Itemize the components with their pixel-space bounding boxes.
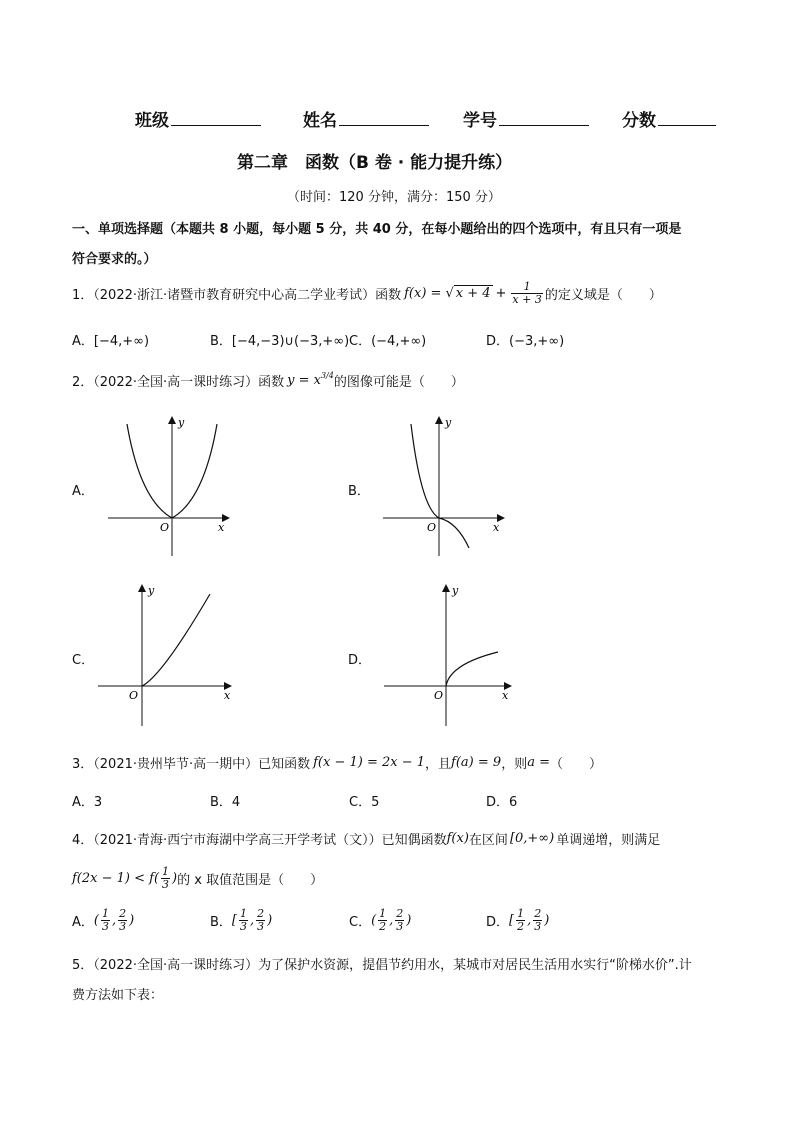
x-label: x <box>493 521 500 534</box>
left-bracket: [ <box>509 913 515 928</box>
q2-prefix: 2．（2022·全国·高一课时练习）函数 <box>72 375 285 390</box>
q2-option-d[interactable]: D． <box>348 653 372 668</box>
question-5-line2: 费方法如下表： <box>72 988 164 1003</box>
right-bracket: ) <box>406 913 412 928</box>
q4-line2-den: 3 <box>162 878 170 891</box>
x-label: x <box>224 689 231 702</box>
q4-line2-b: ) <box>172 871 178 886</box>
frac-a <box>378 908 387 933</box>
num: 2 <box>257 907 265 920</box>
q1-sqrt: x + 4 <box>455 286 491 301</box>
score-label: 分数 <box>622 111 656 131</box>
q2-option-a[interactable]: A． <box>72 484 94 499</box>
den: 3 <box>240 920 247 933</box>
option-label: B． <box>210 915 232 930</box>
q4-option-c[interactable]: C． ( $\frac{1}{2}$ , $\frac{2}{3}$ ) <box>349 907 412 933</box>
class-blank <box>171 109 261 126</box>
graph-d <box>378 580 518 730</box>
page-title: 第二章 函数（B 卷 · 能力提升练） <box>237 153 513 173</box>
num: 1 <box>379 907 387 920</box>
q4-suffix: 单调递增，则满足 <box>556 833 661 848</box>
den: 3 <box>396 920 404 933</box>
question-4-line2 <box>72 866 323 891</box>
q4-prefix: 4．（2021·青海·西宁市海湖中学高三开学考试（文））已知偶函数 <box>72 833 447 848</box>
header-score <box>622 106 716 131</box>
left-bracket: ( <box>371 913 377 928</box>
q2-option-b[interactable]: B． <box>348 484 370 499</box>
section-heading: 一、单项选择题（本题共 8 小题，每小题 5 分，共 40 分，在每小题给出的四个选项中，有且只有一项是 <box>72 222 682 237</box>
q3-ask: a = <box>527 755 550 770</box>
name-label: 姓名 <box>303 111 337 131</box>
frac-b <box>256 908 265 933</box>
class-label: 班级 <box>135 111 169 131</box>
q1-frac-num: 1 <box>511 281 542 294</box>
y-label: y <box>148 584 155 597</box>
frac-b <box>533 908 542 933</box>
q4-mid: 在区间 <box>468 833 508 848</box>
right-bracket: ) <box>267 913 273 928</box>
origin-label: O <box>434 689 444 702</box>
q2-suffix: 的图像可能是（ ） <box>333 375 464 390</box>
origin-label: O <box>129 689 139 702</box>
q4-line2-frac <box>161 866 170 891</box>
header-class <box>135 106 261 131</box>
num: 1 <box>240 907 247 920</box>
curve <box>411 424 469 548</box>
header-name <box>303 106 429 131</box>
q3-mid: ，且 <box>425 757 452 772</box>
q1-suffix: 的定义域是（ ） <box>544 288 662 303</box>
graph-c <box>92 580 242 730</box>
q2-exp: 3/4 <box>320 371 334 380</box>
q4-interval: [0,+∞) <box>509 831 555 846</box>
frac-a <box>516 908 525 933</box>
id-label: 学号 <box>463 111 497 131</box>
question-2 <box>72 371 464 390</box>
q4-option-a[interactable]: A． ( $\frac{1}{3}$ , $\frac{2}{3}$ ) <box>72 907 135 933</box>
option-label: D． <box>486 915 510 930</box>
q4-func: f(x) <box>446 831 469 846</box>
q3-cond: f(a) = 9 <box>451 755 502 770</box>
den: 3 <box>534 920 542 933</box>
frac-a <box>101 908 110 933</box>
q2-option-c[interactable]: C． <box>72 653 95 668</box>
y-label: y <box>178 416 185 429</box>
curve <box>446 652 498 686</box>
q4-line2-suffix: 的 x 取值范围是（ ） <box>177 873 324 888</box>
den: 2 <box>379 920 387 933</box>
q4-line2-a: f(2x − 1) < f( <box>72 871 160 886</box>
right-bracket: ) <box>544 913 550 928</box>
x-label: x <box>502 689 509 702</box>
question-3 <box>72 753 602 772</box>
q1-option-c[interactable]: C．(−4,+∞) <box>349 334 427 349</box>
origin-label: O <box>160 521 170 534</box>
q3-func: f(x − 1) = 2x − 1 <box>313 755 426 770</box>
frac-b <box>395 908 404 933</box>
page-subtitle: （时间：120 分钟，满分：150 分） <box>287 190 501 205</box>
option-label: A． <box>72 915 94 930</box>
q3-option-c[interactable]: C．5 <box>349 795 380 810</box>
graph-a <box>100 410 240 560</box>
frac-b <box>118 908 127 933</box>
section-heading-cont: 符合要求的。） <box>72 252 157 267</box>
q4-option-b[interactable]: B． [ $\frac{1}{3}$ , $\frac{2}{3}$ ) <box>210 907 273 933</box>
name-blank <box>339 109 429 126</box>
q3-prefix: 3．（2021·贵州毕节·高一期中）已知函数 <box>72 757 311 772</box>
q1-plus: + <box>495 286 507 301</box>
y-label: y <box>445 416 452 429</box>
num: 2 <box>119 907 127 920</box>
left-bracket: [ <box>231 913 237 928</box>
score-blank <box>658 109 716 126</box>
q1-option-a[interactable]: A．[−4,+∞) <box>72 334 150 349</box>
q4-option-d[interactable]: D． [ $\frac{1}{2}$ , $\frac{2}{3}$ ) <box>486 907 550 933</box>
id-blank <box>499 109 589 126</box>
frac-a <box>239 908 248 933</box>
x-label: x <box>218 521 225 534</box>
option-label: C． <box>349 915 372 930</box>
q1-fraction <box>511 281 542 306</box>
den: 2 <box>517 920 525 933</box>
den: 3 <box>257 920 265 933</box>
q3-option-b[interactable]: B．4 <box>210 795 241 810</box>
q3-mid2: ，则 <box>501 757 528 772</box>
q1-option-b[interactable]: B．[−4,−3)∪(−3,+∞) <box>210 334 350 349</box>
curve <box>142 594 210 686</box>
num: 1 <box>101 907 109 920</box>
q1-frac-den: x + 3 <box>512 293 542 306</box>
question-4 <box>72 829 660 848</box>
q4-line2-num: 1 <box>162 865 170 878</box>
q1-prefix: 1．（2022·浙江·诸暨市教育研究中心高二学业考试）函数 <box>72 288 402 303</box>
q3-option-d[interactable]: D．6 <box>486 795 518 810</box>
den: 3 <box>101 920 109 933</box>
q1-func: f(x) = <box>404 286 442 301</box>
num: 2 <box>534 907 542 920</box>
graph-b <box>375 410 515 560</box>
num: 1 <box>517 907 525 920</box>
question-1: 1．（2022·浙江·诸暨市教育研究中心高二学业考试）函数 f(x) = √ x + 4 + $\frac{1}{x + 3}$ 的定义域是（ ） <box>72 280 662 306</box>
question-5: 5．（2022·全国·高一课时练习）为了保护水资源，提倡节约用水，某城市对居民生活用水实行“阶梯水价”.计 <box>72 958 692 973</box>
origin-label: O <box>427 521 437 534</box>
q1-option-d[interactable]: D．(−3,+∞) <box>486 334 565 349</box>
q3-option-a[interactable]: A．3 <box>72 795 103 810</box>
header-id <box>463 106 589 131</box>
right-bracket: ) <box>129 913 135 928</box>
left-bracket: ( <box>93 913 99 928</box>
den: 3 <box>119 920 127 933</box>
q2-func: y = x <box>287 373 321 388</box>
q3-suffix: （ ） <box>549 757 602 772</box>
num: 2 <box>396 907 404 920</box>
y-label: y <box>452 584 459 597</box>
